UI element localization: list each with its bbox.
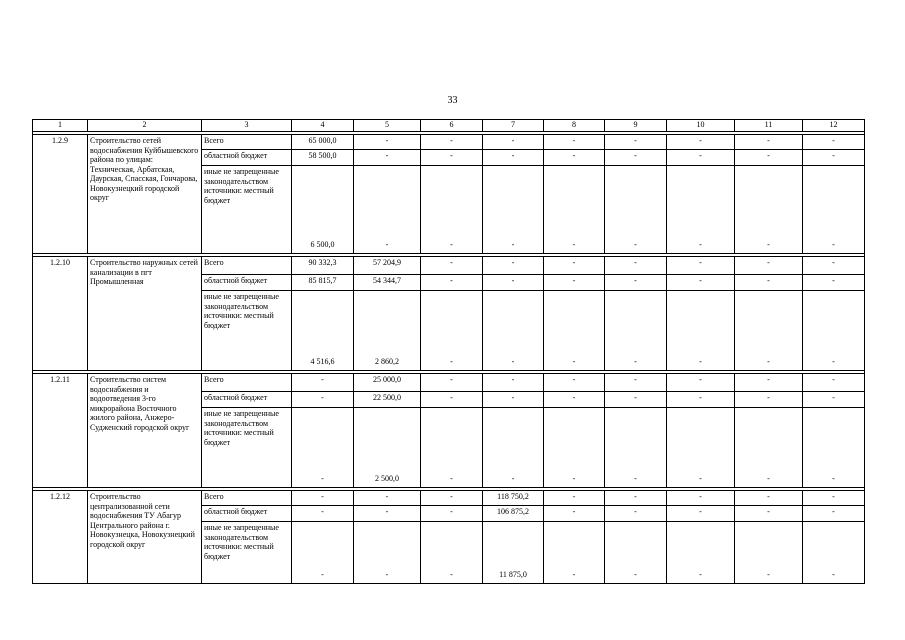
value-cell: - bbox=[421, 408, 483, 488]
value-cell: - bbox=[803, 506, 865, 522]
value-cell: 58 500,0 bbox=[292, 150, 354, 166]
value-cell: - bbox=[735, 392, 803, 408]
value-cell: - bbox=[354, 135, 421, 150]
value-cell: - bbox=[292, 408, 354, 488]
value-cell: - bbox=[667, 491, 735, 506]
value-cell: 106 875,2 bbox=[483, 506, 544, 522]
value-cell: - bbox=[292, 506, 354, 522]
value-cell: - bbox=[605, 491, 667, 506]
value-cell: - bbox=[483, 291, 544, 371]
value-cell: - bbox=[803, 150, 865, 166]
row-code: 1.2.10 bbox=[33, 257, 88, 371]
value-cell: 65 000,0 bbox=[292, 135, 354, 150]
funding-source: областной бюджет bbox=[202, 392, 292, 408]
funding-source: областной бюджет bbox=[202, 506, 292, 522]
value-cell: - bbox=[544, 135, 605, 150]
project-name: Строительство систем водоснабжения и водоотведения 3-го микрорайона Восточного жилого района, Анжеро-Судженский городской округ bbox=[88, 374, 202, 488]
value-cell: 118 750,2 bbox=[483, 491, 544, 506]
value-cell: - bbox=[292, 392, 354, 408]
value-cell: - bbox=[803, 408, 865, 488]
value-cell: - bbox=[483, 166, 544, 254]
table-row bbox=[33, 491, 865, 506]
value-cell: - bbox=[605, 506, 667, 522]
value-cell: 2 860,2 bbox=[354, 291, 421, 371]
value-cell: - bbox=[735, 257, 803, 275]
value-cell: - bbox=[667, 166, 735, 254]
value-cell: - bbox=[354, 522, 421, 584]
funding-source: иные не запрещенные законодательством источники: местный бюджет bbox=[202, 408, 292, 488]
value-cell: 6 500,0 bbox=[292, 166, 354, 254]
value-cell: - bbox=[292, 374, 354, 392]
table-row bbox=[33, 374, 865, 392]
value-cell: - bbox=[803, 374, 865, 392]
value-cell: - bbox=[605, 275, 667, 291]
value-cell: 22 500,0 bbox=[354, 392, 421, 408]
value-cell: 2 500,0 bbox=[354, 408, 421, 488]
column-header: 8 bbox=[544, 120, 605, 132]
value-cell: 11 875,0 bbox=[483, 522, 544, 584]
table-row bbox=[33, 135, 865, 150]
value-cell: - bbox=[544, 291, 605, 371]
value-cell: - bbox=[354, 506, 421, 522]
value-cell: - bbox=[544, 408, 605, 488]
value-cell: - bbox=[667, 374, 735, 392]
value-cell: - bbox=[421, 374, 483, 392]
project-name: Строительство централизованной сети водоснабжения ТУ Абагур Центрального района г. Новокузнецка, Новокузнецкий городской округ bbox=[88, 491, 202, 584]
value-cell: - bbox=[544, 166, 605, 254]
value-cell: - bbox=[803, 291, 865, 371]
value-cell: - bbox=[292, 491, 354, 506]
funding-source: иные не запрещенные законодательством источники: местный бюджет bbox=[202, 166, 292, 254]
value-cell: - bbox=[667, 408, 735, 488]
value-cell: - bbox=[667, 135, 735, 150]
column-header: 3 bbox=[202, 120, 292, 132]
value-cell: - bbox=[735, 275, 803, 291]
value-cell: - bbox=[803, 491, 865, 506]
value-cell: - bbox=[421, 291, 483, 371]
column-header: 10 bbox=[667, 120, 735, 132]
value-cell: - bbox=[605, 291, 667, 371]
project-name: Строительство наружных сетей канализации в пгт Промышленная bbox=[88, 257, 202, 371]
row-code: 1.2.11 bbox=[33, 374, 88, 488]
value-cell: - bbox=[605, 257, 667, 275]
value-cell: - bbox=[544, 522, 605, 584]
value-cell: - bbox=[735, 522, 803, 584]
value-cell: - bbox=[544, 374, 605, 392]
column-header: 1 bbox=[33, 120, 88, 132]
value-cell: - bbox=[735, 150, 803, 166]
value-cell: - bbox=[735, 506, 803, 522]
value-cell: - bbox=[544, 491, 605, 506]
value-cell: - bbox=[667, 506, 735, 522]
value-cell: - bbox=[292, 522, 354, 584]
column-header: 9 bbox=[605, 120, 667, 132]
value-cell: - bbox=[544, 275, 605, 291]
row-code: 1.2.9 bbox=[33, 135, 88, 254]
funding-source: Всего bbox=[202, 374, 292, 392]
funding-source: Всего bbox=[202, 257, 292, 275]
value-cell: - bbox=[483, 374, 544, 392]
value-cell: - bbox=[544, 506, 605, 522]
value-cell: - bbox=[803, 522, 865, 584]
value-cell: - bbox=[483, 275, 544, 291]
value-cell: - bbox=[735, 291, 803, 371]
value-cell: - bbox=[421, 491, 483, 506]
value-cell: 85 815,7 bbox=[292, 275, 354, 291]
value-cell: - bbox=[544, 257, 605, 275]
value-cell: - bbox=[605, 166, 667, 254]
value-cell: - bbox=[735, 491, 803, 506]
value-cell: 4 516,6 bbox=[292, 291, 354, 371]
budget-table bbox=[32, 119, 865, 584]
value-cell: - bbox=[605, 408, 667, 488]
column-header: 11 bbox=[735, 120, 803, 132]
value-cell: - bbox=[803, 392, 865, 408]
funding-source: иные не запрещенные законодательством источники: местный бюджет bbox=[202, 522, 292, 584]
row-code: 1.2.12 bbox=[33, 491, 88, 584]
funding-source: Всего bbox=[202, 135, 292, 150]
value-cell: - bbox=[667, 150, 735, 166]
value-cell: - bbox=[421, 392, 483, 408]
project-name: Строительство сетей водоснабжения Куйбышевского района по улицам: Техническая, Арбатская, Даурская, Спасская, Гончарова, Новокузнецкий городской округ bbox=[88, 135, 202, 254]
funding-source: областной бюджет bbox=[202, 150, 292, 166]
value-cell: - bbox=[735, 408, 803, 488]
funding-source: Всего bbox=[202, 491, 292, 506]
value-cell: - bbox=[421, 275, 483, 291]
value-cell: - bbox=[483, 135, 544, 150]
value-cell: - bbox=[483, 257, 544, 275]
column-header: 7 bbox=[483, 120, 544, 132]
value-cell: - bbox=[421, 522, 483, 584]
value-cell: - bbox=[483, 150, 544, 166]
value-cell: - bbox=[354, 491, 421, 506]
funding-source: областной бюджет bbox=[202, 275, 292, 291]
value-cell: - bbox=[735, 166, 803, 254]
value-cell: - bbox=[667, 522, 735, 584]
value-cell: - bbox=[483, 392, 544, 408]
column-header: 12 bbox=[803, 120, 865, 132]
value-cell: - bbox=[421, 257, 483, 275]
value-cell: - bbox=[354, 150, 421, 166]
page-number: 33 bbox=[447, 95, 458, 106]
value-cell: - bbox=[667, 291, 735, 371]
value-cell: 54 344,7 bbox=[354, 275, 421, 291]
value-cell: - bbox=[544, 150, 605, 166]
value-cell: - bbox=[354, 166, 421, 254]
value-cell: - bbox=[667, 275, 735, 291]
value-cell: - bbox=[803, 166, 865, 254]
table-row bbox=[33, 257, 865, 275]
value-cell: - bbox=[421, 150, 483, 166]
value-cell: - bbox=[605, 150, 667, 166]
header-row bbox=[33, 120, 865, 132]
value-cell: - bbox=[605, 522, 667, 584]
value-cell: - bbox=[803, 275, 865, 291]
value-cell: - bbox=[667, 257, 735, 275]
column-header: 5 bbox=[354, 120, 421, 132]
column-header: 6 bbox=[421, 120, 483, 132]
value-cell: - bbox=[803, 257, 865, 275]
value-cell: - bbox=[483, 408, 544, 488]
value-cell: - bbox=[605, 374, 667, 392]
value-cell: - bbox=[421, 166, 483, 254]
value-cell: - bbox=[735, 374, 803, 392]
column-header: 2 bbox=[88, 120, 202, 132]
value-cell: 25 000,0 bbox=[354, 374, 421, 392]
value-cell: 90 332,3 bbox=[292, 257, 354, 275]
value-cell: - bbox=[421, 135, 483, 150]
value-cell: - bbox=[605, 392, 667, 408]
value-cell: - bbox=[803, 135, 865, 150]
value-cell: - bbox=[544, 392, 605, 408]
value-cell: - bbox=[421, 506, 483, 522]
value-cell: - bbox=[735, 135, 803, 150]
column-header: 4 bbox=[292, 120, 354, 132]
funding-source: иные не запрещенные законодательством источники: местный бюджет bbox=[202, 291, 292, 371]
value-cell: - bbox=[605, 135, 667, 150]
value-cell: - bbox=[667, 392, 735, 408]
value-cell: 57 204,9 bbox=[354, 257, 421, 275]
